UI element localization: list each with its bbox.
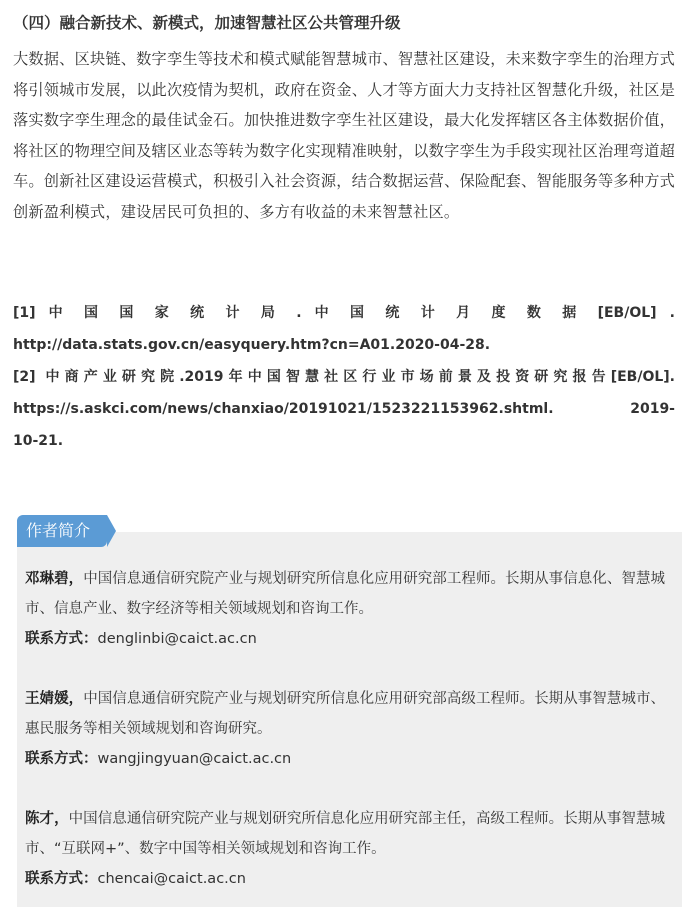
contact-label: 联系方式：: [25, 871, 98, 887]
reference-url[interactable]: http://data.stats.gov.cn/easyquery.htm?cn=A01.2020-04-28.: [13, 337, 491, 353]
section-title: （四）融合新技术、新模式，加速智慧社区公共管理升级: [13, 14, 401, 32]
author-email[interactable]: chencai@caict.ac.cn: [97, 871, 246, 887]
reference-url[interactable]: https://s.askci.com/news/chanxiao/20191021/1523221153962.shtml. 2019-: [13, 401, 675, 417]
reference-item: [13, 361, 675, 457]
author-bio: 中国信息通信研究院产业与规划研究所信息化应用研究部主任，高级工程师。长期从事智慧城市、“互联网+”、数字中国等相关领域规划和咨询工作。: [25, 811, 665, 857]
references-list: [13, 297, 675, 457]
author-entry: [25, 804, 665, 894]
author-email[interactable]: wangjingyuan@caict.ac.cn: [97, 751, 292, 767]
contact-label: 联系方式：: [25, 631, 98, 647]
author-bio: 中国信息通信研究院产业与规划研究所信息化应用研究部工程师。长期从事信息化、智慧城市、信息产业、数字经济等相关领域规划和咨询工作。: [25, 571, 665, 617]
author-email[interactable]: denglinbi@caict.ac.cn: [97, 631, 257, 647]
author-name: 王婧媛，: [25, 691, 84, 707]
reference-item: [13, 297, 675, 361]
reference-date: 10-21.: [13, 433, 64, 449]
reference-text: [1] 中 国 国 家 统 计 局 . 中 国 统 计 月 度 数 据 [EB/OL] .: [13, 305, 675, 321]
author-contact: [25, 624, 665, 654]
author-name: 邓琳碧，: [25, 571, 84, 587]
author-name: 陈才，: [25, 811, 69, 827]
author-bio: 中国信息通信研究院产业与规划研究所信息化应用研究部高级工程师。长期从事智慧城市、惠民服务等相关领域规划和咨询研究。: [25, 691, 665, 737]
reference-text: [2] 中商产业研究院.2019年中国智慧社区行业市场前景及投资研究报告[EB/OL].: [13, 369, 675, 385]
author-intro-tab: 作者简介: [17, 515, 107, 547]
author-entry: [25, 564, 665, 654]
author-contact: [25, 864, 665, 894]
author-entry: [25, 684, 665, 774]
contact-label: 联系方式：: [25, 751, 98, 767]
author-contact: [25, 744, 665, 774]
body-paragraph: 大数据、区块链、数字孪生等技术和模式赋能智慧城市、智慧社区建设，未来数字孪生的治理方式将引领城市发展，以此次疫情为契机，政府在资金、人才等方面大力支持社区智慧化升级，社区是落实数字孪生理念的最佳试金石。加快推进数字孪生社区建设，最大化发挥辖区各主体数据价值，将社区的物理空间及辖区业态等转为数字化实现精准映射，以数字孪生为手段实现社区治理弯道超车。创新社区建设运营模式，积极引入社会资源，结合数据运营、保险配套、智能服务等多种方式创新盈利模式，建设居民可负担的、多方有收益的未来智慧社区。: [13, 50, 675, 221]
